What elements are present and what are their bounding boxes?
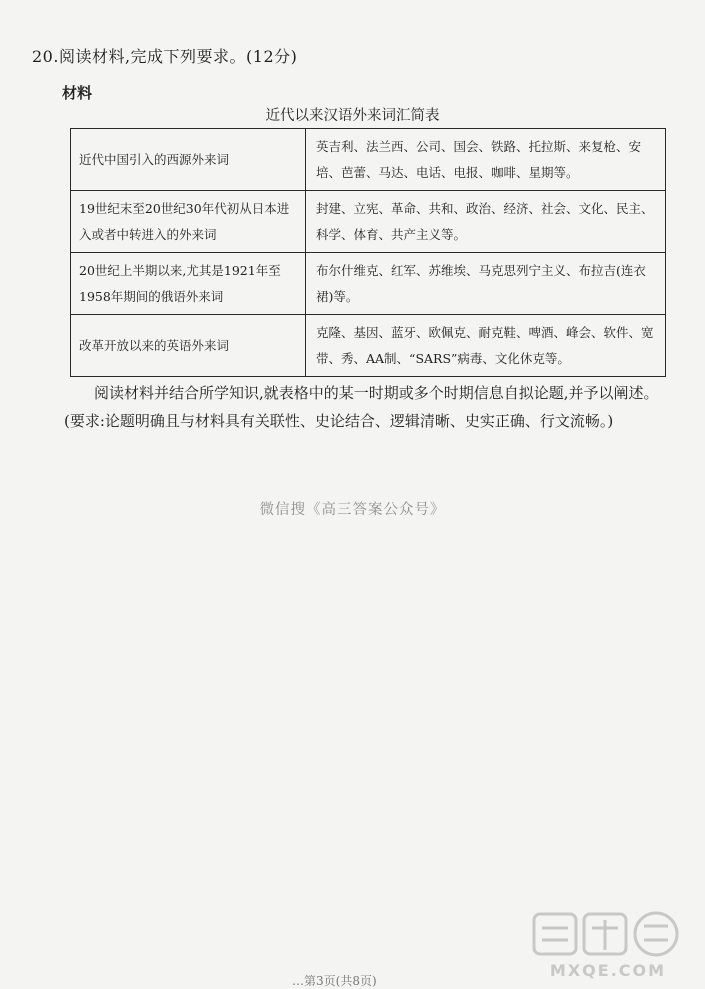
answer-circle-logo	[528, 910, 688, 982]
logo-subtext: MXQE.COM	[549, 961, 667, 980]
period-cell: 20世纪上半期以来,尤其是1921年至1958年期间的俄语外来词	[71, 253, 306, 315]
material-label: 材料	[62, 84, 93, 102]
task-instructions: 阅读材料并结合所学知识,就表格中的某一时期或多个时期信息自拟论题,并予以阐述。(要求:论题明确且与材料具有关联性、史论结合、逻辑清晰、史实正确、行文流畅。)	[64, 384, 659, 430]
period-cell: 19世纪末至20世纪30年代初从日本进入或者中转进入的外来词	[71, 191, 306, 253]
table-row	[71, 315, 666, 377]
page-footer: …第3页(共8页)	[292, 974, 377, 988]
period-cell: 改革开放以来的英语外来词	[71, 315, 306, 377]
question-heading: 20.阅读材料,完成下列要求。(12分)	[32, 47, 298, 66]
examples-cell: 封建、立宪、革命、共和、政治、经济、社会、文化、民主、科学、体育、共产主义等。	[306, 191, 666, 253]
table-row	[71, 191, 666, 253]
period-cell: 近代中国引入的西源外来词	[71, 129, 306, 191]
table-row	[71, 253, 666, 315]
examples-cell: 克隆、基因、蓝牙、欧佩克、耐克鞋、啤酒、峰会、软件、宽带、秀、AA制、“SARS”病毒、文化休克等。	[306, 315, 666, 377]
wechat-watermark: 微信搜《高三答案公众号》	[259, 502, 446, 518]
loanword-table	[70, 128, 666, 377]
table-row	[71, 129, 666, 191]
table-title: 近代以来汉语外来词汇简表	[265, 108, 440, 124]
examples-cell: 英吉利、法兰西、公司、国会、铁路、托拉斯、来复枪、安培、芭蕾、马达、电话、电报、咖啡、星期等。	[306, 129, 666, 191]
examples-cell: 布尔什维克、红军、苏维埃、马克思列宁主义、布拉吉(连衣裙)等。	[306, 253, 666, 315]
